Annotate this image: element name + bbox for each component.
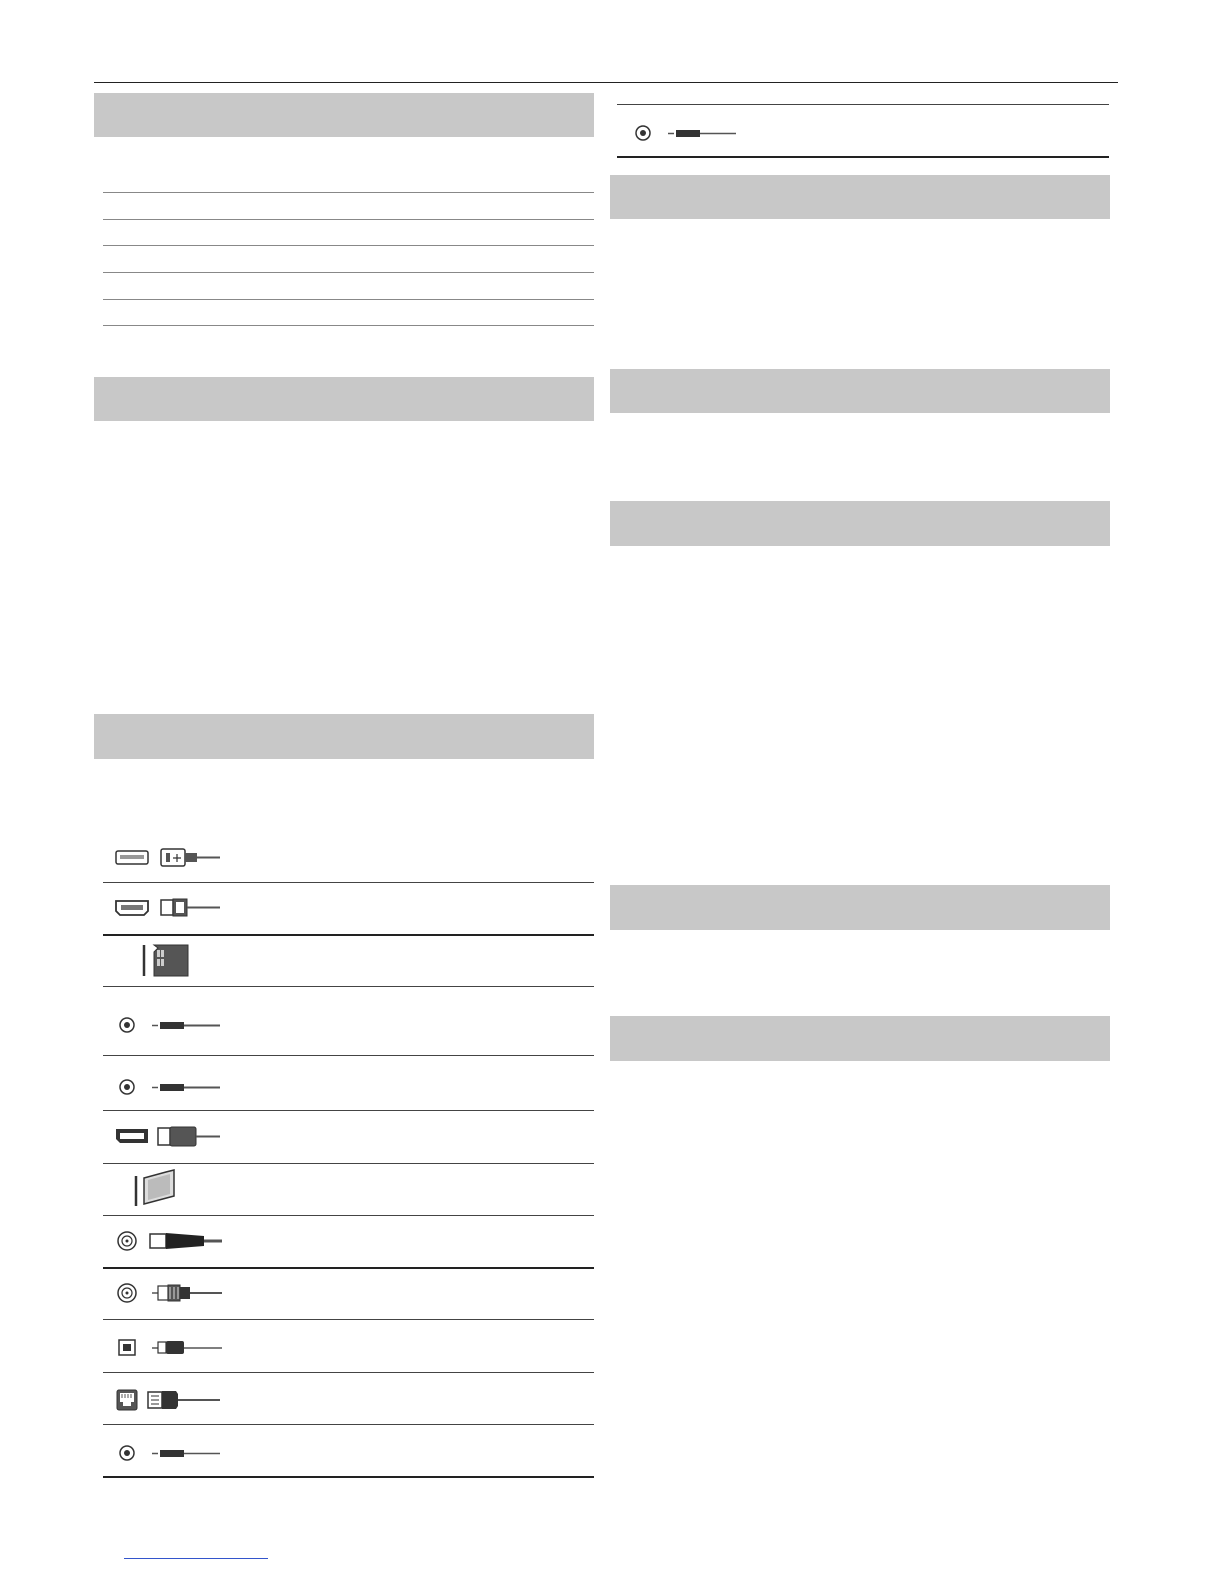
headphone-jack-icon — [118, 1016, 228, 1036]
section-header-band-1 — [94, 93, 594, 137]
connector-row-rule — [103, 882, 594, 883]
table-row-rule — [103, 192, 594, 193]
audio-jack-icon — [118, 1078, 228, 1098]
displayport-icon — [114, 1126, 224, 1148]
mini-jack-icon — [118, 1444, 228, 1464]
connector-row-rule — [103, 1163, 594, 1164]
connector-row-rule — [103, 1476, 594, 1478]
section-header-band-2 — [94, 377, 594, 421]
table-row-rule — [103, 272, 594, 273]
sd-card-icon — [140, 944, 200, 978]
connector-row-rule — [103, 1055, 594, 1056]
connector-row-rule — [103, 1424, 594, 1425]
hdmi-port-icon — [114, 898, 224, 918]
satellite-coax-icon — [116, 1282, 226, 1306]
header-rule — [94, 82, 1118, 83]
connector-row-rule — [103, 1372, 594, 1373]
connector-row-rule — [103, 986, 594, 987]
section-header-band-4 — [610, 175, 1110, 219]
usb-port-icon — [114, 848, 224, 868]
ci-card-icon — [132, 1168, 192, 1208]
table-row-rule — [103, 325, 594, 326]
aux-jack-icon — [634, 124, 744, 144]
table-row-rule — [103, 219, 594, 220]
section-header-band-8 — [610, 1016, 1110, 1061]
section-header-band-5 — [610, 369, 1110, 413]
antenna-coax-icon — [116, 1230, 226, 1254]
footer-link-underline[interactable] — [124, 1558, 268, 1559]
section-header-band-7 — [610, 885, 1110, 930]
section-header-band-6 — [610, 501, 1110, 546]
connector-row-rule — [103, 1110, 594, 1111]
continued-table-bottom-rule — [617, 156, 1109, 158]
connector-row-rule — [103, 1267, 594, 1269]
connector-row-rule — [103, 934, 594, 936]
table-row-rule — [103, 245, 594, 246]
optical-port-icon — [116, 1338, 226, 1358]
connector-row-rule — [103, 1215, 594, 1216]
continued-table-top-rule — [617, 104, 1109, 105]
table-row-rule — [103, 299, 594, 300]
section-header-band-3 — [94, 714, 594, 759]
ethernet-port-icon — [114, 1388, 224, 1412]
connector-row-rule — [103, 1319, 594, 1320]
